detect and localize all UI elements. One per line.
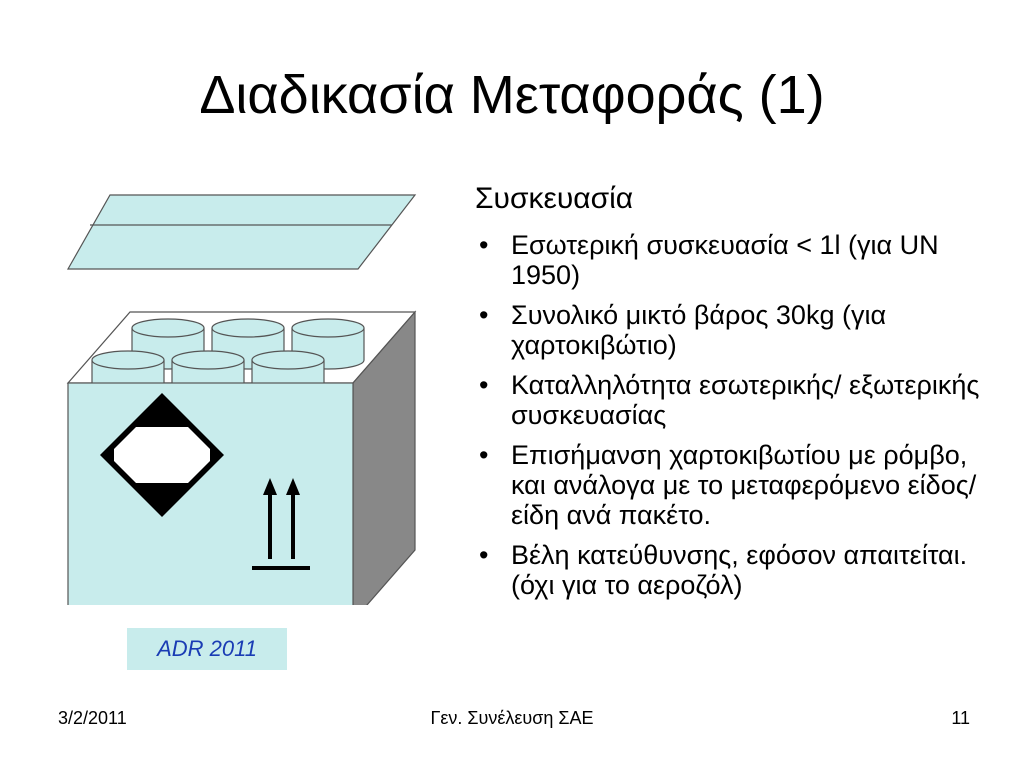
box-front: [68, 383, 353, 605]
section-heading: Συσκευασία: [475, 182, 634, 215]
bullet-item: [475, 440, 985, 530]
bullet-dot-icon: •: [479, 370, 489, 400]
bullet-text: Βέλη κατεύθυνσης, εφόσον απαιτείται. (όχι για το αεροζόλ): [511, 540, 968, 600]
inner-cans-back: [132, 319, 364, 369]
footer-title: Γεν. Συνέλευση ΣΑΕ: [430, 708, 594, 728]
bullet-text: Καταλληλότητα εσωτερικής/ εξωτερικής συσκευασίας: [511, 370, 980, 430]
box-lid: [68, 195, 415, 269]
bullet-list: [475, 230, 985, 600]
bullet-dot-icon: •: [479, 230, 489, 260]
bullet-text: Εσωτερική συσκευασία < 1l (για UN 1950): [511, 230, 939, 290]
packaging-illustration: [60, 185, 430, 605]
bullet-text: Συνολικό μικτό βάρος 30kg (για χαρτοκιβώτιο): [511, 300, 887, 360]
content-area: [475, 180, 985, 610]
bullet-dot-icon: •: [479, 300, 489, 330]
bullet-dot-icon: •: [479, 540, 489, 570]
footer-date: 3/2/2011: [58, 708, 127, 728]
slide-title: Διαδικασία Μεταφοράς (1): [199, 65, 825, 125]
bullet-text: Επισήμανση χαρτοκιβωτίου με ρόμβο, και ανάλογα με το μεταφερόμενο είδος/ είδη ανά πακέτο.: [511, 440, 977, 530]
bullet-item: [475, 370, 985, 430]
page-number: 11: [951, 708, 970, 728]
caption-box: ADR 2011: [127, 628, 287, 670]
bullet-item: [475, 230, 985, 290]
bullet-item: [475, 540, 985, 600]
bullet-dot-icon: •: [479, 440, 489, 470]
bullet-item: [475, 300, 985, 360]
